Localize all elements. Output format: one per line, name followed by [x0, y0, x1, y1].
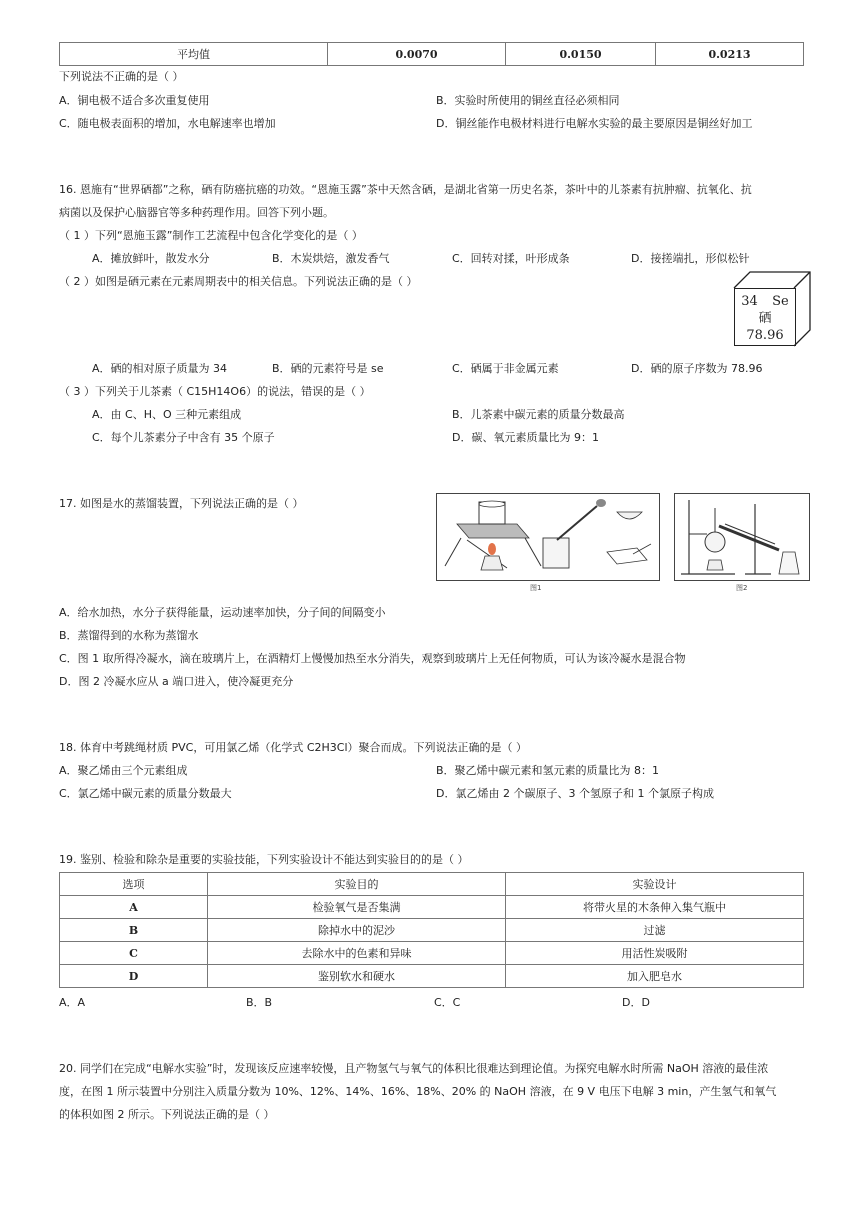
q16-sub3-stem: （ 3 ）下列关于儿茶素（ C15H14O6）的说法，错误的是（ ） [59, 385, 371, 398]
q18-option-c: C．氯乙烯中碳元素的质量分数最大 [59, 787, 232, 800]
q16-sub1-stem: （ 1 ）下列“恩施玉露”制作工艺流程中包含化学变化的是（ ） [59, 229, 363, 242]
table-cell: B [60, 919, 208, 942]
q20-line1: 20. 同学们在完成“电解水实验”时，发现该反应速率较慢，且产物氢气与氧气的体积比很难达到理论值。为探究电解水时所需 NaOH 溶液的最佳浓 [59, 1062, 769, 1075]
q17-stem: 17. 如图是水的蒸馏装置，下列说法正确的是（ ） [59, 497, 304, 510]
table-cell: 去除水中的色素和异味 [208, 942, 506, 965]
table-cell: D [60, 965, 208, 988]
q15-option-d: D．铜丝能作电极材料进行电解水实验的最主要原因是铜丝好加工 [436, 117, 753, 130]
q16-sub2-stem: （ 2 ）如图是硒元素在元素周期表中的相关信息。下列说法正确的是（ ） [59, 275, 418, 288]
q18-stem: 18. 体育中考跳绳材质 PVC，可用氯乙烯（化学式 C2H3Cl）聚合而成。下列说法正确的是（ ） [59, 741, 528, 754]
figure-1-caption: 图1 [530, 584, 542, 592]
q16-sub1-option-d: D．接搓端扎，形似松针 [631, 252, 750, 265]
table-cell: 平均值 [60, 43, 328, 66]
element-mass: 78.96 [746, 328, 784, 343]
distillation-figure-2-illustration [675, 494, 809, 580]
q16-sub2-option-b: B．硒的元素符号是 se [272, 362, 384, 375]
q16-sub2-option-a: A．硒的相对原子质量为 34 [92, 362, 228, 375]
table-cell: 检验氧气是否集满 [208, 896, 506, 919]
table-cell: 用活性炭吸附 [506, 942, 804, 965]
table-row [60, 942, 804, 965]
q19-table [59, 872, 804, 988]
q19-stem: 19. 鉴别、检验和除杂是重要的实验技能，下列实验设计不能达到实验目的的是（ ） [59, 853, 469, 866]
table-cell: 过滤 [506, 919, 804, 942]
table-cell: 除掉水中的泥沙 [208, 919, 506, 942]
q16-sub1-option-b: B．木炭烘焙，激发香气 [272, 252, 390, 265]
table-cell: C [60, 942, 208, 965]
table-cell: A [60, 896, 208, 919]
q18-option-b: B．聚乙烯中碳元素和氢元素的质量比为 8：1 [436, 764, 660, 777]
table-cell: 0.0150 [506, 43, 656, 66]
table-cell: 鉴别软水和硬水 [208, 965, 506, 988]
element-name: 硒 [758, 311, 772, 326]
element-box [734, 288, 796, 346]
table-header-cell: 实验目的 [208, 873, 506, 896]
table-cell: 0.0213 [656, 43, 804, 66]
q15-stem: 下列说法不正确的是（ ） [59, 70, 184, 83]
q16-stem-line2: 病菌以及保护心脑器官等多种药理作用。回答下列小题。 [59, 206, 334, 219]
table-header-row [60, 873, 804, 896]
q17-option-b: B．蒸馏得到的水称为蒸馏水 [59, 629, 199, 642]
q16-sub3-option-b: B．儿茶素中碳元素的质量分数最高 [452, 408, 625, 421]
q16-sub1-option-c: C．回转对揉，叶形成条 [452, 252, 570, 265]
table-row [60, 965, 804, 988]
q19-option-c: C．C [434, 996, 461, 1009]
element-symbol: Se [772, 294, 789, 309]
figure-1 [436, 493, 660, 581]
table-row [60, 919, 804, 942]
q20-line3: 的体积如图 2 所示。下列说法正确的是（ ） [59, 1108, 275, 1121]
q15-option-c: C．随电极表面积的增加，水电解速率也增加 [59, 117, 276, 130]
figure-2-caption: 图2 [736, 584, 748, 592]
q16-sub3-option-c: C．每个儿茶素分子中含有 35 个原子 [92, 431, 275, 444]
q20-line2: 度，在图 1 所示装置中分别注入质量分数为 10%、12%、14%、16%、18%、20% 的 NaOH 溶液，在 9 V 电压下电解 3 min，产生氢气和氧气 [59, 1085, 777, 1098]
q17-option-d: D．图 2 冷凝水应从 a 端口进入，使冷凝更充分 [59, 675, 294, 688]
table-cell: 0.0070 [328, 43, 506, 66]
element-number: 34 [741, 294, 758, 309]
table-row [60, 43, 804, 66]
q16-sub3-option-a: A．由 C、H、O 三种元素组成 [92, 408, 242, 421]
table-cell: 将带火星的木条伸入集气瓶中 [506, 896, 804, 919]
figure-2 [674, 493, 810, 581]
q18-option-d: D．氯乙烯由 2 个碳原子、3 个氢原子和 1 个氯原子构成 [436, 787, 714, 800]
q16-stem-line1: 16. 恩施有“世界硒都”之称，硒有防癌抗癌的功效。“恩施玉露”茶中天然含硒，是湖北省第一历史名茶，茶叶中的儿茶素有抗肿瘤、抗氧化、抗 [59, 183, 752, 196]
q16-sub2-option-d: D．硒的原子序数为 78.96 [631, 362, 763, 375]
q18-option-a: A．聚乙烯由三个元素组成 [59, 764, 188, 777]
q16-sub3-option-d: D．碳、氧元素质量比为 9：1 [452, 431, 599, 444]
q16-sub2-option-c: C．硒属于非金属元素 [452, 362, 559, 375]
q15-option-a: A．铜电极不适合多次重复使用 [59, 94, 210, 107]
q17-option-a: A．给水加热，水分子获得能量，运动速率加快，分子间的间隔变小 [59, 606, 386, 619]
q16-sub1-option-a: A．摊放鲜叶，散发水分 [92, 252, 210, 265]
q19-option-a: A．A [59, 996, 86, 1009]
q17-option-c: C．图 1 取所得冷凝水，滴在玻璃片上，在酒精灯上慢慢加热至水分消失，观察到玻璃片上无任何物质，可认为该冷凝水是混合物 [59, 652, 686, 665]
table-row [60, 896, 804, 919]
q19-option-d: D．D [622, 996, 650, 1009]
q19-option-b: B．B [246, 996, 273, 1009]
q15-option-b: B．实验时所使用的铜丝直径必须相同 [436, 94, 620, 107]
top-data-table [59, 42, 804, 66]
table-cell: 加入肥皂水 [506, 965, 804, 988]
table-header-cell: 选项 [60, 873, 208, 896]
distillation-figure-1-illustration [437, 494, 659, 580]
table-header-cell: 实验设计 [506, 873, 804, 896]
